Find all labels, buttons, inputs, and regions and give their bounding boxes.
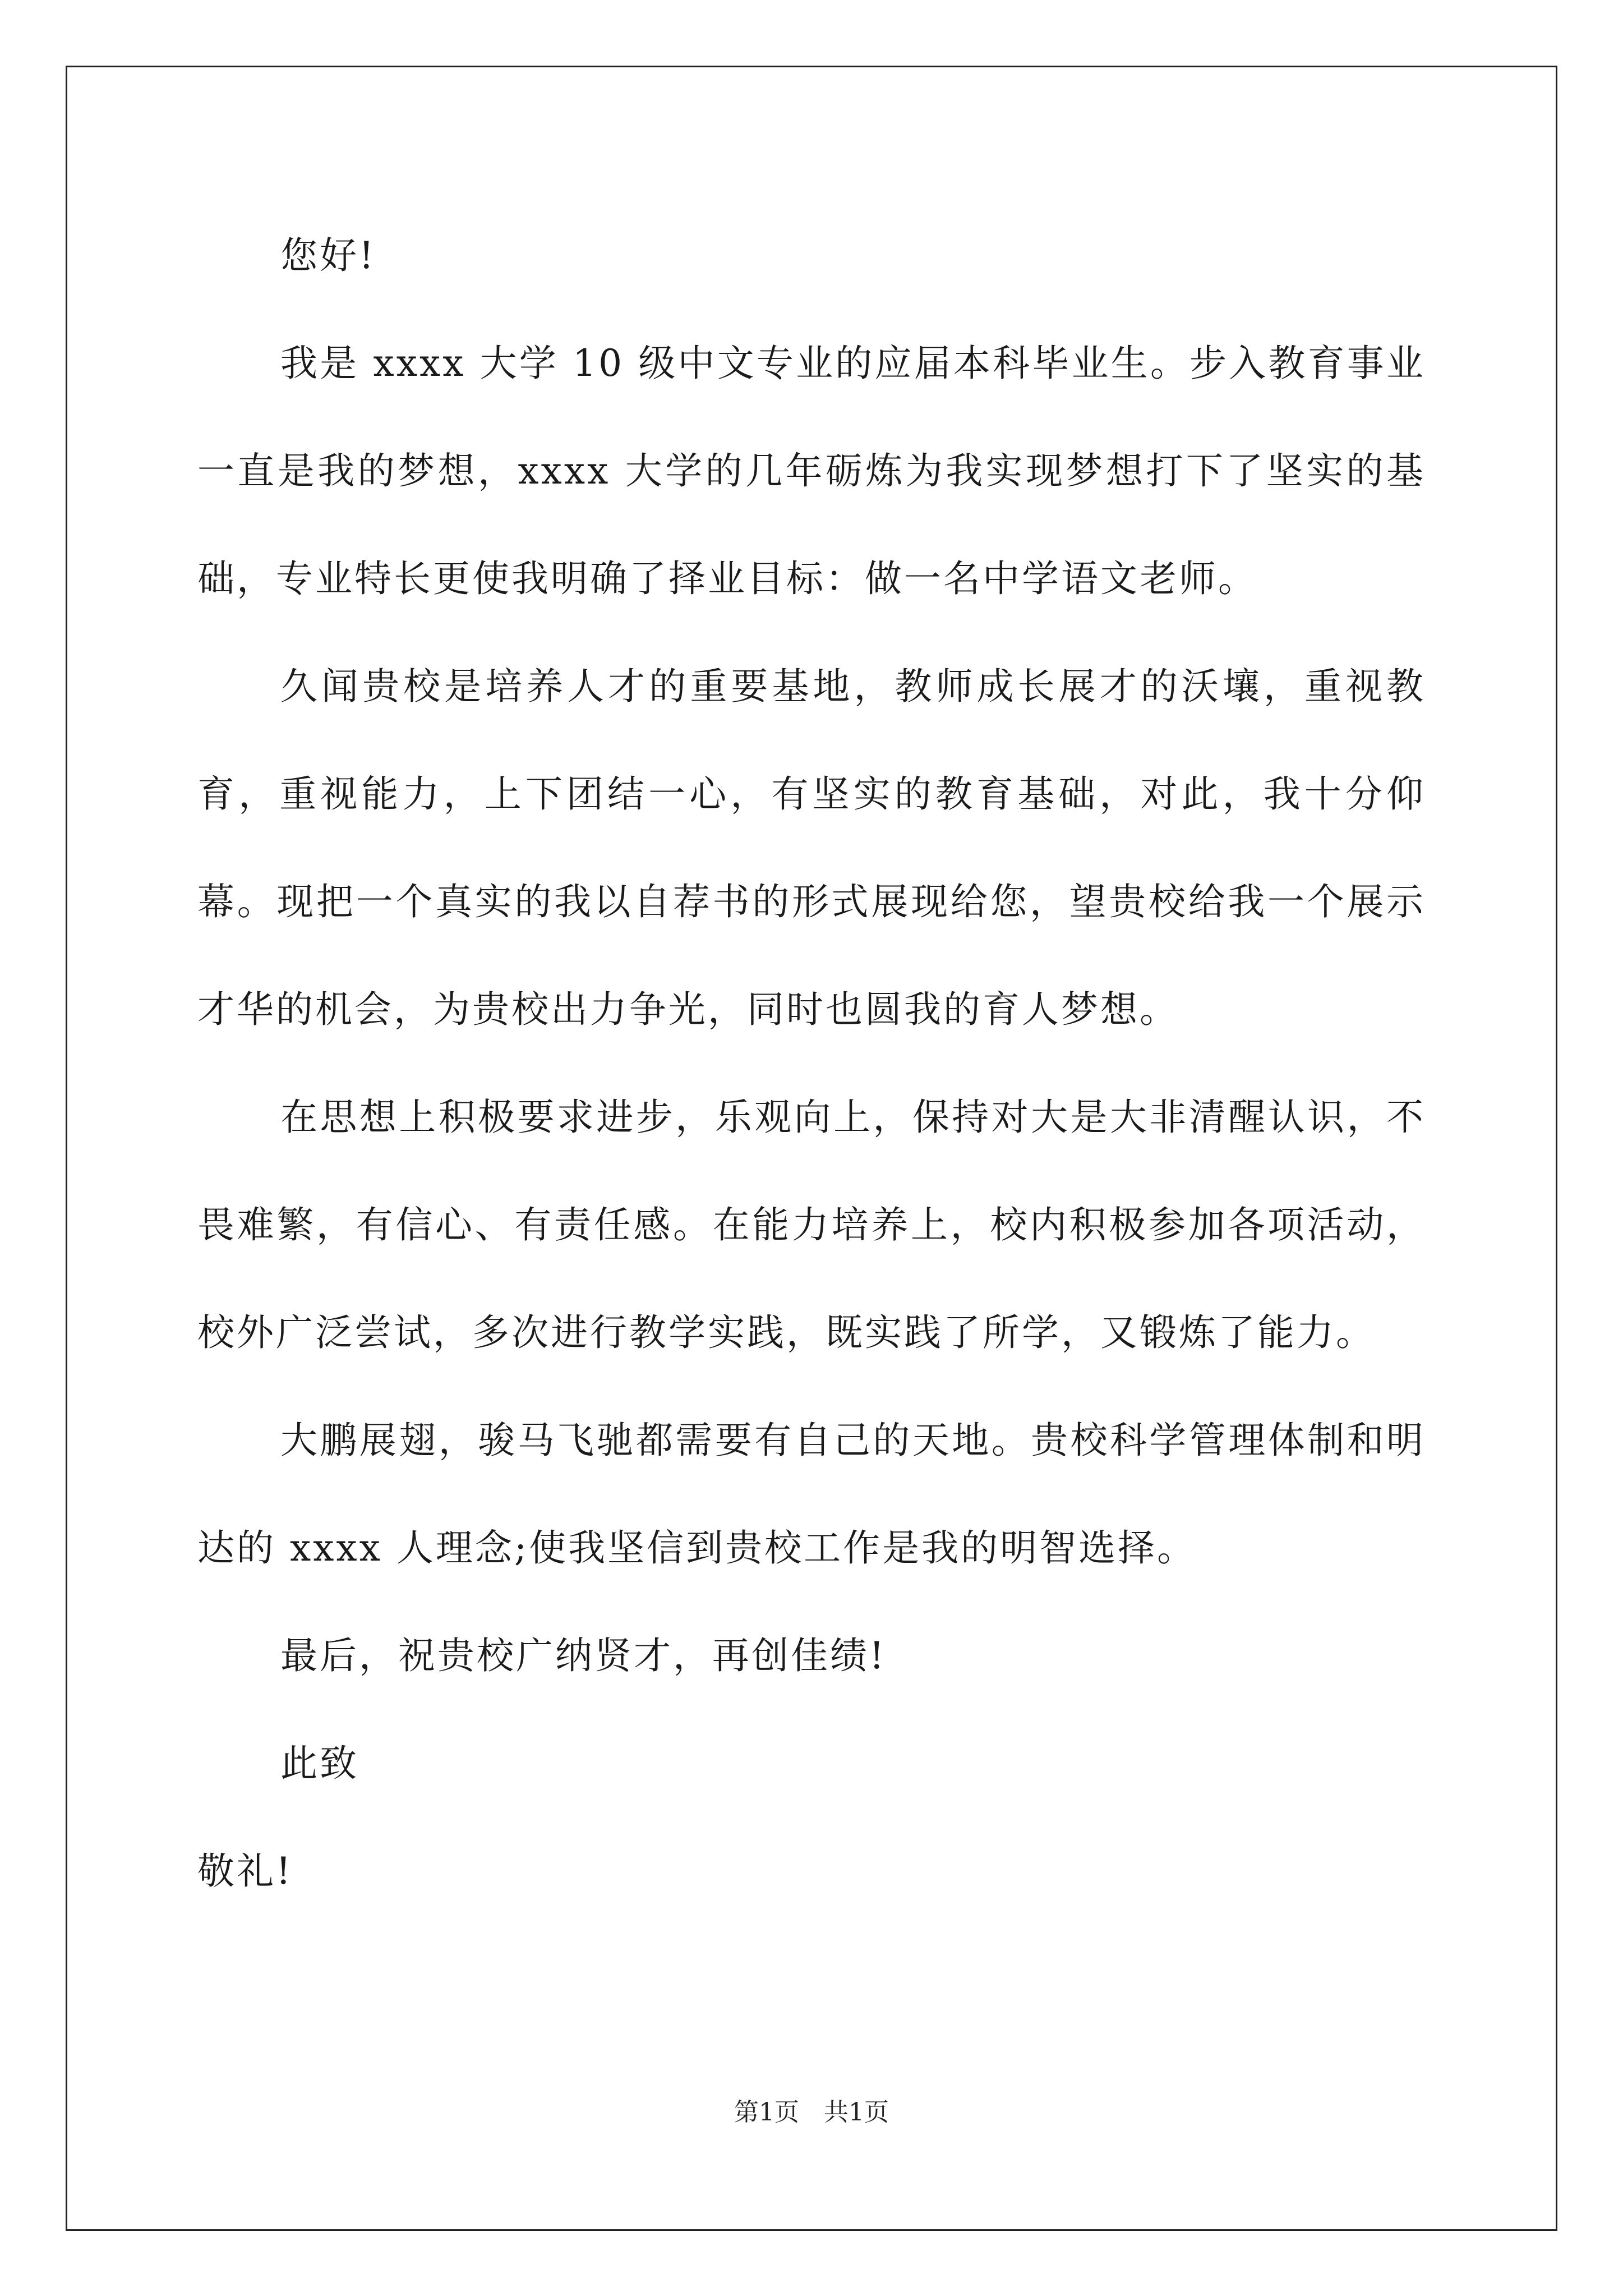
greeting: 您好!: [280, 234, 376, 277]
page-number: 第1页: [734, 2098, 799, 2127]
page-total: 共1页: [824, 2098, 889, 2127]
paragraph-school-praise: 久闻贵校是培养人才的重要基地，教师成长展才的沃壤，重视教育，重视能力，上下团结一心，有坚实的教育基础，对此，我十分仰幕。现把一个真实的我以自荐书的形式展现给您，望贵校给我一个展示才华的机会，为贵校出力争光，同时也圆我的育人梦想。: [197, 665, 1426, 1031]
closing-phrase: 此致: [280, 1742, 359, 1785]
paragraph-aspiration: 大鹏展翅，骏马飞驰都需要有自己的天地。贵校科学管理体制和明达的 xxxx 人理念;使我坚信到贵校工作是我的明智选择。: [197, 1419, 1426, 1570]
paragraph-abilities: 在思想上积极要求进步，乐观向上，保持对大是大非清醒认识，不畏难繁，有信心、有责任感。在能力培养上，校内积极参加各项活动，校外广泛尝试，多次进行教学实践，既实践了所学，又锻炼了能力。: [197, 1096, 1426, 1354]
page-footer: [0, 2096, 1623, 2129]
letter-body: [197, 202, 1426, 1925]
salutation: 敬礼!: [197, 1849, 293, 1893]
paragraph-wishes: 最后，祝贵校广纳贤才，再创佳绩!: [280, 1634, 887, 1677]
paragraph-introduction: 我是 xxxx 大学 10 级中文专业的应届本科毕业生。步入教育事业一直是我的梦想，xxxx 大学的几年砺炼为我实现梦想打下了坚实的基础，专业特长更使我明确了择业目标：做一名中学语文老师。: [197, 342, 1426, 600]
